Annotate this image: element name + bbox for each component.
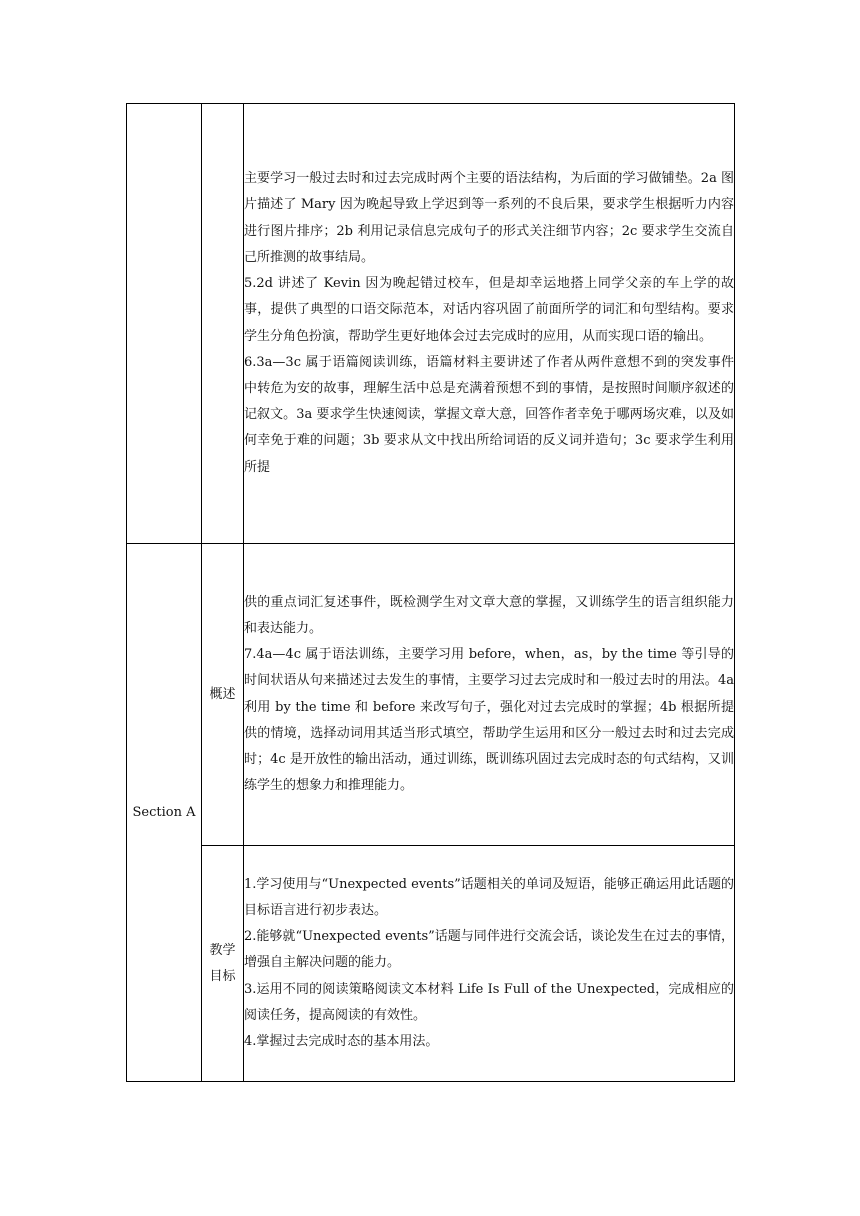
paragraph: 3.运用不同的阅读策略阅读文本材料 Life Is Full of the Unexpected，完成相应的阅读任务，提高阅读的有效性。 bbox=[244, 981, 734, 1023]
category-label-line: 目标 bbox=[209, 968, 236, 984]
paragraph: 主要学习一般过去时和过去完成时两个主要的语法结构，为后面的学习做铺垫。2a 图片描述了 Mary 因为晚起导致上学迟到等一系列的不良后果，要求学生根据听力内容进行图片排序；2b 利用记录信息完成句子的形式关注细节内容；2c 要求学生交流自己所推测的故事结局。 bbox=[244, 171, 734, 265]
section-cell-empty bbox=[127, 104, 202, 544]
paragraph: 1.学习使用与“Unexpected events”话题相关的单词及短语，能够正确运用此话题的目标语言进行初步表达。 bbox=[244, 876, 734, 918]
table-row bbox=[127, 544, 735, 846]
content-cell bbox=[244, 846, 735, 1082]
content-cell bbox=[244, 104, 735, 544]
paragraph: 6.3a—3c 属于语篇阅读训练，语篇材料主要讲述了作者从两件意想不到的突发事件中转危为安的故事，理解生活中总是充满着预想不到的事情，是按照时间顺序叙述的记叙文。3a 要求学生快速阅读，掌握文章大意，回答作者幸免于哪两场灾难，以及如何幸免于难的问题；3b 要求从文中找出所给词语的反义词并造句；3c 要求学生利用所提 bbox=[244, 354, 734, 475]
section-label: Section A bbox=[127, 544, 202, 1082]
paragraph: 7.4a—4c 属于语法训练，主要学习用 before，when，as，by the time 等引导的时间状语从句来描述过去发生的事情，主要学习过去完成时和一般过去时的用法。4a 利用 by the time 和 before 来改写句子，强化对过去完成时的掌握；4b 根据所提供的情境，选择动词用其适当形式填空，帮助学生运用和区分一般过去时和过去完成时；4c 是开放性的输出活动，通过训练，既训练巩固过去完成时态的句式结构，又训练学生的想象力和推理能力。 bbox=[244, 647, 734, 794]
paragraph: 2.能够就“Unexpected events”话题与同伴进行交流会话，谈论发生在过去的事情，增强自主解决问题的能力。 bbox=[244, 929, 734, 971]
category-label-overview: 概述 bbox=[202, 544, 244, 846]
category-label-objectives bbox=[202, 846, 244, 1082]
content-cell bbox=[244, 544, 735, 846]
lesson-plan-table bbox=[126, 103, 735, 1082]
table-row bbox=[127, 846, 735, 1082]
paragraph: 5.2d 讲述了 Kevin 因为晚起错过校车，但是却幸运地搭上同学父亲的车上学的故事，提供了典型的口语交际范本，对话内容巩固了前面所学的词汇和句型结构。要求学生分角色扮演，帮助学生更好地体会过去完成时的应用，从而实现口语的输出。 bbox=[244, 276, 734, 344]
category-label-line: 教学 bbox=[209, 942, 236, 958]
category-cell-empty bbox=[202, 104, 244, 544]
paragraph: 供的重点词汇复述事件，既检测学生对文章大意的掌握，又训练学生的语言组织能力和表达能力。 bbox=[244, 594, 734, 636]
paragraph: 4.掌握过去完成时态的基本用法。 bbox=[244, 1034, 439, 1049]
table-row bbox=[127, 104, 735, 544]
